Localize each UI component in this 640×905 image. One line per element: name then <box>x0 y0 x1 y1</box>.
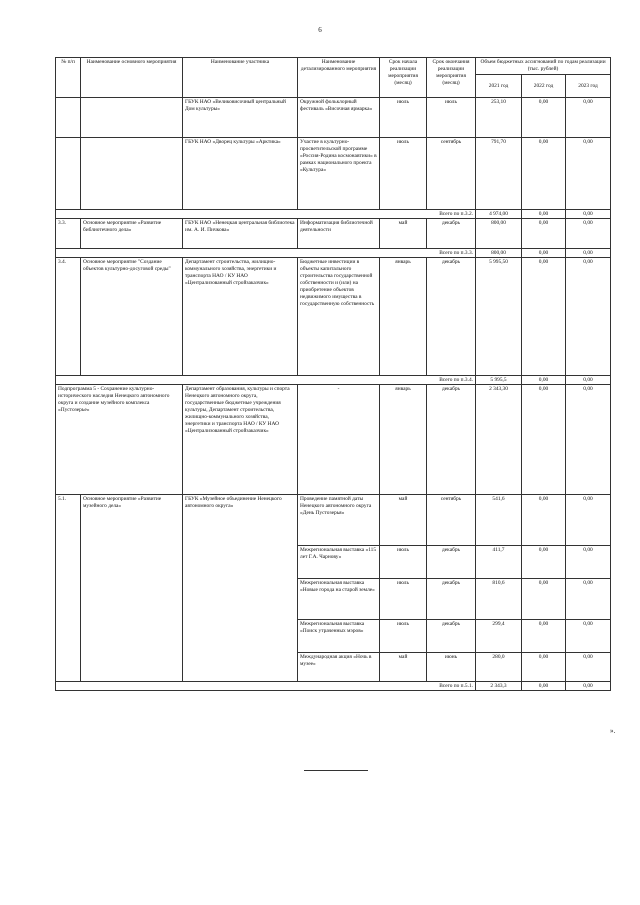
value-2021: 541,6 <box>476 495 522 546</box>
total-row <box>56 210 611 219</box>
start-cell: январь <box>380 258 427 376</box>
start-cell: июль <box>380 620 427 653</box>
table-row <box>56 258 611 376</box>
value-2022: 0,00 <box>522 138 566 210</box>
value-2022: 0,00 <box>522 579 566 620</box>
total-2023: 0,00 <box>566 249 611 258</box>
value-2022: 0,00 <box>522 258 566 376</box>
start-cell: май <box>380 219 427 249</box>
total-2023: 0,00 <box>566 376 611 385</box>
table-row <box>56 495 611 546</box>
detail-cell: Участие в культурно-просветительской программе «Россия-Родина космонавтики» в рамках национального проекта «Культура» <box>298 138 380 210</box>
end-cell: декабрь <box>427 258 476 376</box>
detail-cell: Информатизация библиотечной деятельности <box>298 219 380 249</box>
start-cell: июль <box>380 579 427 620</box>
value-2021: 253,10 <box>476 98 522 138</box>
end-cell: декабрь <box>427 620 476 653</box>
value-2021: 299,4 <box>476 620 522 653</box>
row-number: 5.1. <box>56 495 81 682</box>
value-2023: 0,00 <box>566 138 611 210</box>
row-number: 3.4. <box>56 258 81 376</box>
end-cell: сентябрь <box>427 138 476 210</box>
participant-cell: ГБУК НАО «Ненецкая центральная библиотека им. А. И. Пичкова» <box>183 219 298 249</box>
table-row <box>56 98 611 138</box>
value-2022: 0,00 <box>522 495 566 546</box>
detail-cell: - <box>298 385 380 495</box>
participant-cell: ГБУК «Музейное объединение Ненецкого автономного округа» <box>183 495 298 682</box>
value-2021: 280,0 <box>476 653 522 682</box>
total-row <box>56 249 611 258</box>
total-2022: 0,00 <box>522 249 566 258</box>
detail-cell: Окружной фольклорный фестиваль «Височная ярмарка» <box>298 98 380 138</box>
total-2022: 0,00 <box>522 682 566 691</box>
main-event-cell: Основное мероприятие "Создание объектов культурно-досуговой среды" <box>81 258 183 376</box>
subprogram-title: Подпрограмма 5 - Сохранение культурно-исторического наследия Ненецкого автономного округа и создание музейного комплекса «Пустозерье» <box>56 385 183 495</box>
detail-cell: Проведение памятной даты Ненецкого автономного округа «День Пустозерья» <box>298 495 380 546</box>
detail-cell: Межрегиональная выставка «Поиск утраченных мэров» <box>298 620 380 653</box>
participant-cell: ГБУК НАО «Дворец культуры «Арктика» <box>183 138 298 210</box>
value-2023: 0,00 <box>566 579 611 620</box>
table-row <box>56 138 611 210</box>
total-2021: 4 974,00 <box>476 210 522 219</box>
start-cell: июль <box>380 138 427 210</box>
value-2023: 0,00 <box>566 653 611 682</box>
end-cell: сентябрь <box>427 495 476 546</box>
row-number: 3.3. <box>56 219 81 249</box>
total-2021: 2 343,3 <box>476 682 522 691</box>
value-2022: 0,00 <box>522 98 566 138</box>
budget-table <box>55 57 611 691</box>
header-row <box>56 58 611 75</box>
start-cell: май <box>380 653 427 682</box>
header-end: Срок окончания реализации мероприятия (месяц) <box>427 58 476 98</box>
start-cell: июль <box>380 546 427 579</box>
value-2023: 0,00 <box>566 546 611 579</box>
detail-cell: Межрегиональная выставка «Новые города на старой земле» <box>298 579 380 620</box>
header-participant: Наименование участника <box>183 58 298 98</box>
header-detailed-event: Наименование детализированного мероприятия <box>298 58 380 98</box>
end-cell: декабрь <box>427 579 476 620</box>
value-2022: 0,00 <box>522 653 566 682</box>
total-label: Всего по п.3.2. <box>56 210 476 219</box>
subprogram-row <box>56 385 611 495</box>
total-label: Всего по п.3.4. <box>56 376 476 385</box>
value-2021: 810,6 <box>476 579 522 620</box>
value-2023: 0,00 <box>566 219 611 249</box>
total-2022: 0,00 <box>522 210 566 219</box>
detail-cell: Международная акция «Ночь в музее» <box>298 653 380 682</box>
end-cell: июль <box>427 98 476 138</box>
value-2021: 2 343,30 <box>476 385 522 495</box>
value-2021: 800,00 <box>476 219 522 249</box>
value-2023: 0,00 <box>566 385 611 495</box>
total-row <box>56 682 611 691</box>
total-label: Всего по п.5.1. <box>56 682 476 691</box>
total-label: Всего по п.3.3. <box>56 249 476 258</box>
main-event-cell: Основное мероприятие «Развитие библиотечного дела» <box>81 219 183 249</box>
value-2021: 5 995,50 <box>476 258 522 376</box>
closing-quote-mark: ». <box>610 727 616 735</box>
participant-cell: Департамент образования, культуры и спорта Ненецкого автономного округа, государственные бюджетные учреждения культуры, Департамент строительства, жилищно-коммунального хозяйства, энергетики и транспорта НАО / КУ НАО «Централизованный стройзаказчик» <box>183 385 298 495</box>
page-number: 6 <box>318 26 322 34</box>
header-budget: Объем бюджетных ассигнований по годам реализации (тыс. рублей) <box>476 58 611 75</box>
end-cell: декабрь <box>427 385 476 495</box>
header-start: Срок начала реализации мероприятия (месяц) <box>380 58 427 98</box>
end-cell: декабрь <box>427 219 476 249</box>
total-2023: 0,00 <box>566 210 611 219</box>
value-2022: 0,00 <box>522 385 566 495</box>
total-2021: 800,00 <box>476 249 522 258</box>
start-cell: май <box>380 495 427 546</box>
header-2021: 2021 год <box>476 75 522 98</box>
total-row <box>56 376 611 385</box>
value-2022: 0,00 <box>522 546 566 579</box>
start-cell: июль <box>380 98 427 138</box>
detail-cell: Межрегиональная выставка «115 лет Г.А. Чарнову» <box>298 546 380 579</box>
value-2023: 0,00 <box>566 495 611 546</box>
header-num: № п/п <box>56 58 81 98</box>
value-2021: 411,7 <box>476 546 522 579</box>
value-2022: 0,00 <box>522 219 566 249</box>
value-2023: 0,00 <box>566 258 611 376</box>
header-2023: 2023 год <box>566 75 611 98</box>
total-2022: 0,00 <box>522 376 566 385</box>
value-2023: 0,00 <box>566 620 611 653</box>
detail-cell: Бюджетные инвестиции в объекты капитального строительства государственной собственности и (или) на приобретение объектов недвижимого имущества в государственную собственность <box>298 258 380 376</box>
table-row <box>56 219 611 249</box>
end-cell: июнь <box>427 653 476 682</box>
header-2022: 2022 год <box>522 75 566 98</box>
total-2021: 5 995,5 <box>476 376 522 385</box>
value-2022: 0,00 <box>522 620 566 653</box>
participant-cell: Департамент строительства, жилищно-коммунального хозяйства, энергетики и транспорта НАО / КУ НАО «Централизованный стройзаказчик» <box>183 258 298 376</box>
header-main-event: Наименование основного мероприятия <box>81 58 183 98</box>
footer-divider <box>304 770 368 771</box>
start-cell: январь <box>380 385 427 495</box>
end-cell: декабрь <box>427 546 476 579</box>
participant-cell: ГБУК НАО «Великовисочный центральный Дом культуры» <box>183 98 298 138</box>
main-event-cell: Основное мероприятие «Развитие музейного дела» <box>81 495 183 682</box>
value-2023: 0,00 <box>566 98 611 138</box>
value-2021: 791,70 <box>476 138 522 210</box>
total-2023: 0,00 <box>566 682 611 691</box>
